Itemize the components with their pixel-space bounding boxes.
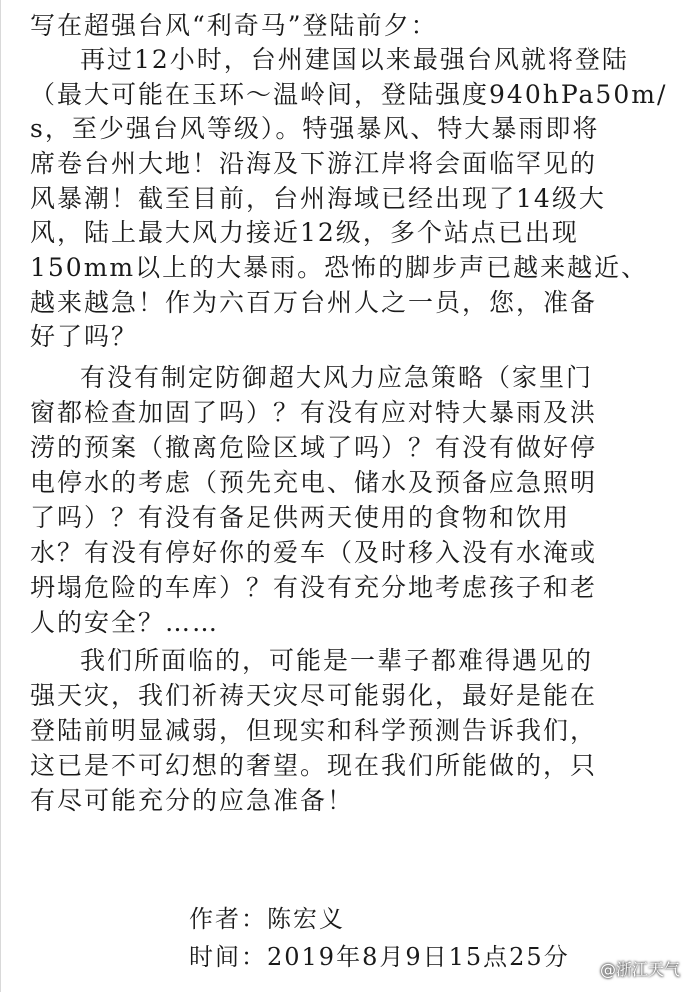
text-line: 再过12小时，台州建国以来最强台风就将登陆 xyxy=(80,45,629,74)
text-line: 有没有制定防御超大风力应急策略（家里门 xyxy=(80,363,594,392)
text-line: 强天灾，我们祈祷天灾尽可能弱化，最好是能在 xyxy=(30,681,598,710)
text-line: 风暴潮！截至目前，台州海域已经出现了14级大 xyxy=(30,184,606,213)
text-line: 风，陆上最大风力接近12级，多个站点已出现 xyxy=(30,218,579,247)
text-line: （最大可能在玉环～温岭间，登陆强度940hPa50m/ xyxy=(30,80,668,109)
weibo-icon xyxy=(575,959,595,979)
document-title: 写在超强台风“利奇马”登陆前夕： xyxy=(30,11,438,40)
text-line: 人的安全？…… xyxy=(30,608,220,637)
text-line: 坍塌危险的车库）？有没有充分地考虑孩子和老 xyxy=(30,573,598,602)
text-line: 150mm以上的大暴雨。恐怖的脚步声已越来越近、 xyxy=(30,253,649,282)
weibo-watermark xyxy=(575,957,680,980)
text-line: 这已是不可幻想的奢望。现在我们所能做的，只 xyxy=(30,751,598,780)
author-line: 作者：陈宏义 xyxy=(189,905,345,933)
text-line: 涝的预案（撤离危险区域了吗）？有没有做好停 xyxy=(30,433,598,462)
text-line: 窗都检查加固了吗）？有没有应对特大暴雨及洪 xyxy=(30,398,598,427)
text-line: 登陆前明显减弱，但现实和科学预测告诉我们， xyxy=(30,716,598,745)
text-line: 了吗）？有没有备足供两天使用的食物和饮用 xyxy=(30,503,571,532)
watermark-text: @浙江天气 xyxy=(599,960,680,979)
text-line: 越来越急！作为六百万台州人之一员，您，准备 xyxy=(30,288,598,317)
text-line: 水？有没有停好你的爱车（及时移入没有水淹或 xyxy=(30,538,598,567)
text-line: 电停水的考虑（预先充电、储水及预备应急照明 xyxy=(30,468,598,497)
text-line: 有尽可能充分的应急准备！ xyxy=(30,786,355,815)
time-line: 时间：2019年8月9日15点25分 xyxy=(189,943,570,971)
text-line: s，至少强台风等级）。特强暴风、特大暴雨即将 xyxy=(30,114,600,143)
text-line: 好了吗？ xyxy=(30,322,139,351)
text-line: 我们所面临的，可能是一辈子都难得遇见的 xyxy=(80,646,594,675)
text-line: 席卷台州大地！沿海及下游江岸将会面临罕见的 xyxy=(30,149,598,178)
